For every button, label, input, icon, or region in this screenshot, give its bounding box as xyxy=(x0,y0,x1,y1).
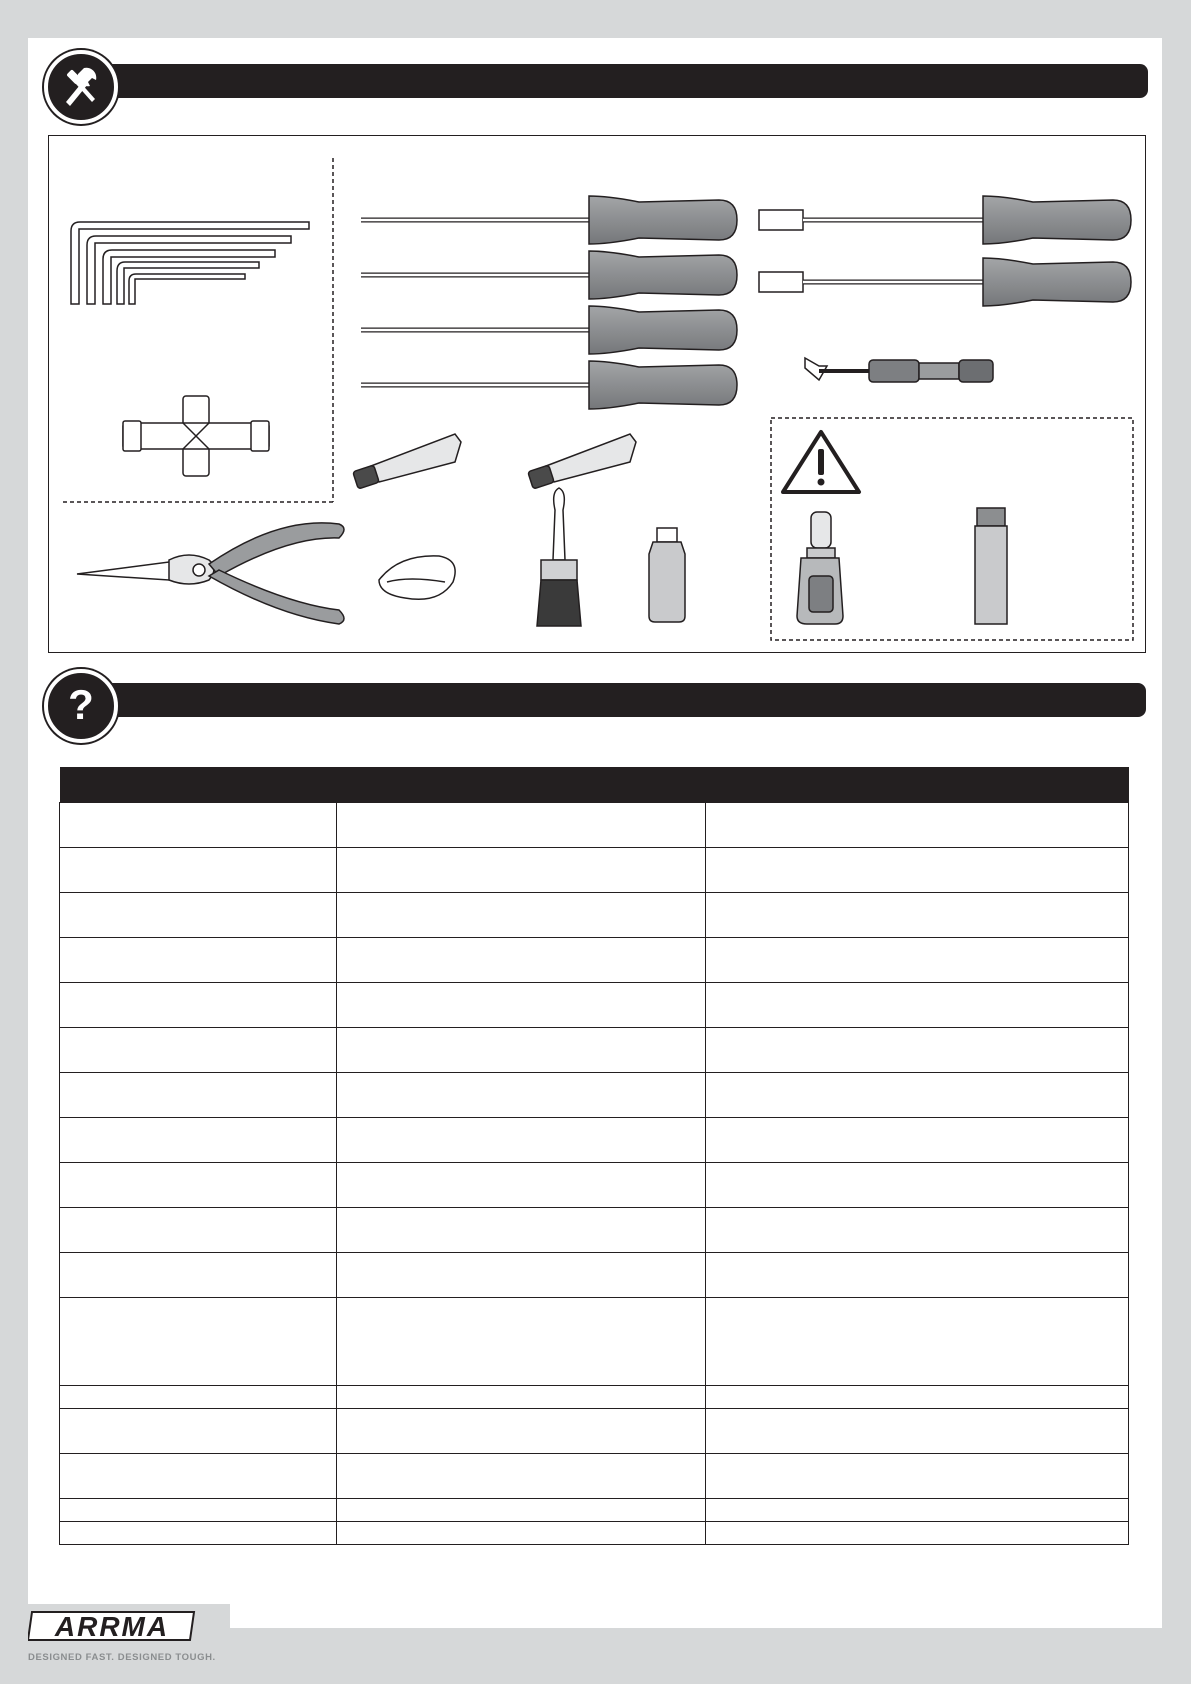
table-cell xyxy=(337,983,706,1028)
nut-driver-icon xyxy=(759,196,1131,306)
table-cell xyxy=(706,893,1129,938)
table-cell xyxy=(706,803,1129,848)
table-header-cell xyxy=(60,767,337,803)
table-cell xyxy=(706,938,1129,983)
table-cell xyxy=(706,1409,1129,1454)
table-cell xyxy=(60,1163,337,1208)
spray-can-icon xyxy=(975,508,1007,624)
table-cell xyxy=(337,1454,706,1499)
table-cell xyxy=(706,1208,1129,1253)
table-cell xyxy=(706,1163,1129,1208)
table-cell xyxy=(337,1409,706,1454)
table-cell xyxy=(706,1118,1129,1163)
svg-text:?: ? xyxy=(68,681,94,728)
warning-triangle-icon xyxy=(783,432,859,492)
body-reamer-icon xyxy=(805,358,993,382)
tools-section-badge xyxy=(44,50,118,124)
pliers-icon xyxy=(77,523,344,624)
table-row xyxy=(60,983,1129,1028)
table-cell xyxy=(337,1073,706,1118)
table-cell xyxy=(60,848,337,893)
cloth-icon xyxy=(379,556,455,599)
wrench-screwdriver-icon xyxy=(48,54,114,120)
table-cell xyxy=(706,1073,1129,1118)
table-row xyxy=(60,848,1129,893)
table-row xyxy=(60,1386,1129,1409)
threadlock-bottle-icon xyxy=(797,512,843,624)
table-cell xyxy=(60,938,337,983)
table-cell xyxy=(60,1028,337,1073)
table-cell xyxy=(60,893,337,938)
table-cell xyxy=(60,1522,337,1545)
table-cell xyxy=(337,1499,706,1522)
table-row xyxy=(60,1454,1129,1499)
brush-icon xyxy=(537,488,581,626)
table-row xyxy=(60,1522,1129,1545)
tools-panel xyxy=(48,135,1146,653)
table-cell xyxy=(706,1522,1129,1545)
table-row xyxy=(60,1163,1129,1208)
table-cell xyxy=(60,1499,337,1522)
svg-text:ARRMA: ARRMA xyxy=(54,1611,170,1642)
table-row xyxy=(60,1118,1129,1163)
table-cell xyxy=(60,1454,337,1499)
table-cell xyxy=(60,1208,337,1253)
question-mark-icon xyxy=(48,673,114,739)
table-cell xyxy=(337,893,706,938)
table-cell xyxy=(60,1298,337,1386)
table-cell xyxy=(60,1409,337,1454)
table-cell xyxy=(337,1386,706,1409)
brand-tagline: DESIGNED FAST. DESIGNED TOUGH. xyxy=(28,1652,216,1663)
table-cell xyxy=(337,1522,706,1545)
hex-key-set-icon xyxy=(71,222,309,304)
table-cell xyxy=(60,803,337,848)
table-cell xyxy=(706,1253,1129,1298)
table-row xyxy=(60,1298,1129,1386)
grease-tube-icon xyxy=(353,434,636,489)
table-cell xyxy=(60,1253,337,1298)
cross-wrench-icon xyxy=(123,396,269,476)
table-cell xyxy=(706,1454,1129,1499)
table-cell xyxy=(706,848,1129,893)
arrma-logo xyxy=(28,1608,198,1644)
table-cell xyxy=(337,1298,706,1386)
table-row xyxy=(60,1253,1129,1298)
troubleshooting-section-badge xyxy=(44,669,118,743)
troubleshooting-table xyxy=(59,767,1129,1545)
table-cell xyxy=(337,1163,706,1208)
table-cell xyxy=(337,1253,706,1298)
table-cell xyxy=(706,1499,1129,1522)
table-row xyxy=(60,1073,1129,1118)
tools-section-bar xyxy=(108,64,1148,98)
table-cell xyxy=(706,983,1129,1028)
table-cell xyxy=(706,1028,1129,1073)
oil-bottle-icon xyxy=(649,528,685,622)
table-row xyxy=(60,1409,1129,1454)
table-row xyxy=(60,938,1129,983)
table-cell xyxy=(706,1386,1129,1409)
hex-driver-icon xyxy=(361,196,737,409)
table-row xyxy=(60,803,1129,848)
table-cell xyxy=(60,1073,337,1118)
table-cell xyxy=(337,1208,706,1253)
troubleshooting-section-bar xyxy=(108,683,1146,717)
table-header-row xyxy=(60,767,1129,803)
table-cell xyxy=(337,803,706,848)
table-cell xyxy=(337,1028,706,1073)
table-header-cell xyxy=(706,767,1129,803)
table-row xyxy=(60,893,1129,938)
table-cell xyxy=(706,1298,1129,1386)
table-row xyxy=(60,1028,1129,1073)
table-cell xyxy=(337,848,706,893)
table-cell xyxy=(60,1386,337,1409)
table-row xyxy=(60,1208,1129,1253)
table-cell xyxy=(60,983,337,1028)
table-cell xyxy=(337,1118,706,1163)
table-row xyxy=(60,1499,1129,1522)
table-cell xyxy=(60,1118,337,1163)
table-header-cell xyxy=(337,767,706,803)
table-cell xyxy=(337,938,706,983)
